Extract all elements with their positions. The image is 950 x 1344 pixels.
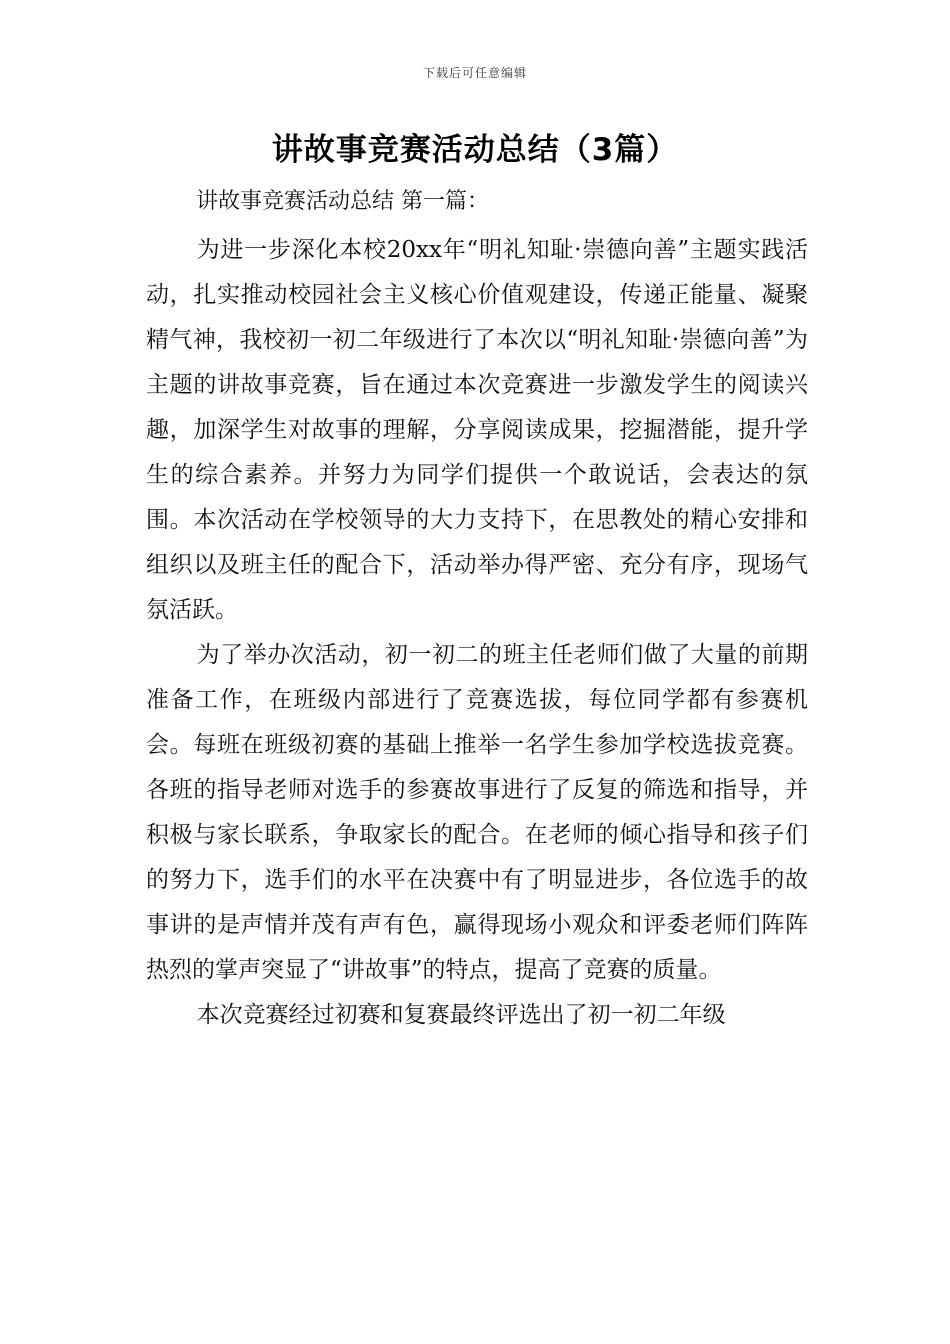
paragraph-1: 为进一步深化本校20xx年“明礼知耻·崇德向善”主题实践活动，扎实推动校园社会主义核心价值观建设，传递正能量、凝聚精气神，我校初一初二年级进行了本次以“明礼知耻·崇德向善”为主题的讲故事竞赛，旨在通过本次竞赛进一步激发学生的阅读兴趣，加深学生对故事的理解，分享阅读成果，挖掘潜能，提升学生的综合素养。并努力为同学们提供一个敢说话，会表达的氛围。本次活动在学校领导的大力支持下，在思教处的精心安排和组织以及班主任的配合下，活动举办得严密、充分有序，现场气氛活跃。 <box>146 237 808 623</box>
paragraph-3: 本次竞赛经过初赛和复赛最终评选出了初一初二年级 <box>196 1002 726 1028</box>
document-title: 讲故事竞赛活动总结（3篇） <box>271 132 679 168</box>
document-body <box>146 228 808 1038</box>
paragraph-2: 为了举办次活动，初一初二的班主任老师们做了大量的前期准备工作，在班级内部进行了竞赛选拔，每位同学都有参赛机会。每班在班级初赛的基础上推举一名学生参加学校选拔竞赛。各班的指导老师对选手的参赛故事进行了反复的筛选和指导，并积极与家长联系，争取家长的配合。在老师的倾心指导和孩子们的努力下，选手们的水平在决赛中有了明显进步，各位选手的故事讲的是声情并茂有声有色，赢得现场小观众和评委老师们阵阵热烈的掌声突显了“讲故事”的特点，提高了竞赛的质量。 <box>146 642 808 983</box>
section-subtitle: 讲故事竞赛活动总结 第一篇： <box>196 189 489 214</box>
header-note: 下载后可任意编辑 <box>422 66 527 80</box>
